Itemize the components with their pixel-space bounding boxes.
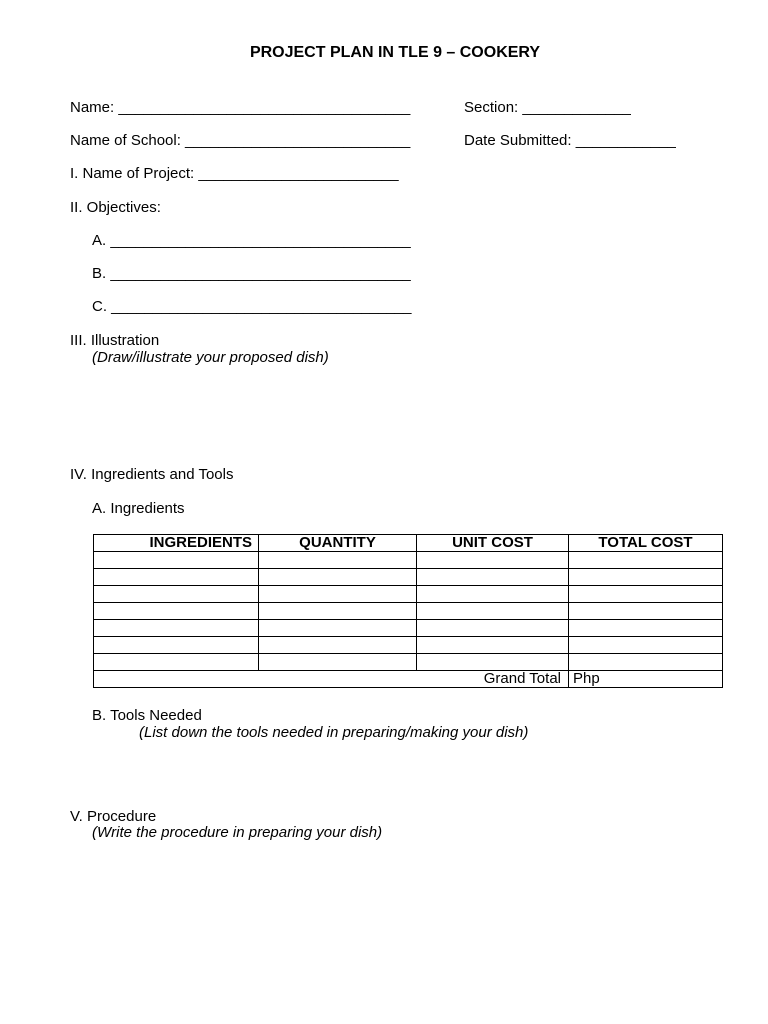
table-cell[interactable] [94, 637, 259, 654]
table-cell[interactable] [417, 586, 569, 603]
table-row [94, 620, 723, 637]
header-quantity: QUANTITY [259, 535, 417, 552]
tools-note: (List down the tools needed in preparing/making your dish) [139, 724, 529, 741]
table-cell[interactable] [94, 586, 259, 603]
grand-total-row [94, 671, 723, 688]
table-cell[interactable] [94, 603, 259, 620]
header-total-cost: TOTAL COST [569, 535, 723, 552]
table-cell[interactable] [417, 654, 569, 671]
table-cell[interactable] [569, 552, 723, 569]
objective-c-field[interactable]: C. ____________________________________ [92, 298, 412, 315]
objectives-heading: II. Objectives: [70, 199, 161, 216]
grand-total-value[interactable]: Php [569, 671, 723, 688]
table-cell[interactable] [569, 637, 723, 654]
table-cell[interactable] [259, 552, 417, 569]
table-cell[interactable] [569, 654, 723, 671]
table-cell[interactable] [259, 620, 417, 637]
date-submitted-field[interactable]: Date Submitted: ____________ [464, 132, 676, 149]
table-cell[interactable] [417, 603, 569, 620]
table-row [94, 603, 723, 620]
objective-b-field[interactable]: B. ____________________________________ [92, 265, 411, 282]
name-field[interactable]: Name: ___________________________________ [70, 99, 411, 116]
table-row [94, 586, 723, 603]
table-cell[interactable] [259, 654, 417, 671]
header-ingredients: INGREDIENTS [94, 535, 259, 552]
procedure-heading: V. Procedure [70, 808, 157, 825]
table-cell[interactable] [417, 552, 569, 569]
header-unit-cost: UNIT COST [417, 535, 569, 552]
table-cell[interactable] [259, 569, 417, 586]
table-cell[interactable] [569, 603, 723, 620]
table-cell[interactable] [417, 569, 569, 586]
illustration-note: (Draw/illustrate your proposed dish) [92, 349, 329, 366]
table-row [94, 654, 723, 671]
grand-total-label: Grand Total [94, 671, 569, 688]
table-cell[interactable] [569, 586, 723, 603]
table-cell[interactable] [569, 620, 723, 637]
procedure-note: (Write the procedure in preparing your dish) [92, 824, 383, 841]
illustration-heading: III. Illustration [70, 332, 160, 349]
table-cell[interactable] [417, 637, 569, 654]
objective-a-field[interactable]: A. ____________________________________ [92, 232, 411, 249]
table-row [94, 552, 723, 569]
page-title: PROJECT PLAN IN TLE 9 – COOKERY [249, 44, 541, 61]
ingredients-heading: A. Ingredients [92, 500, 185, 517]
table-cell[interactable] [259, 603, 417, 620]
table-cell[interactable] [94, 654, 259, 671]
school-field[interactable]: Name of School: ___________________________ [70, 132, 411, 149]
table-cell[interactable] [94, 569, 259, 586]
table-cell[interactable] [259, 637, 417, 654]
table-cell[interactable] [94, 620, 259, 637]
table-row [94, 569, 723, 586]
table-row [94, 637, 723, 654]
ingredients-table [93, 534, 723, 688]
project-name-field[interactable]: I. Name of Project: ________________________ [70, 165, 399, 182]
section-field[interactable]: Section: _____________ [464, 99, 631, 116]
table-cell[interactable] [259, 586, 417, 603]
table-cell[interactable] [569, 569, 723, 586]
table-header-row [94, 535, 723, 552]
table-cell[interactable] [94, 552, 259, 569]
tools-heading: B. Tools Needed [92, 707, 202, 724]
table-cell[interactable] [417, 620, 569, 637]
ingredients-tools-heading: IV. Ingredients and Tools [70, 466, 234, 483]
